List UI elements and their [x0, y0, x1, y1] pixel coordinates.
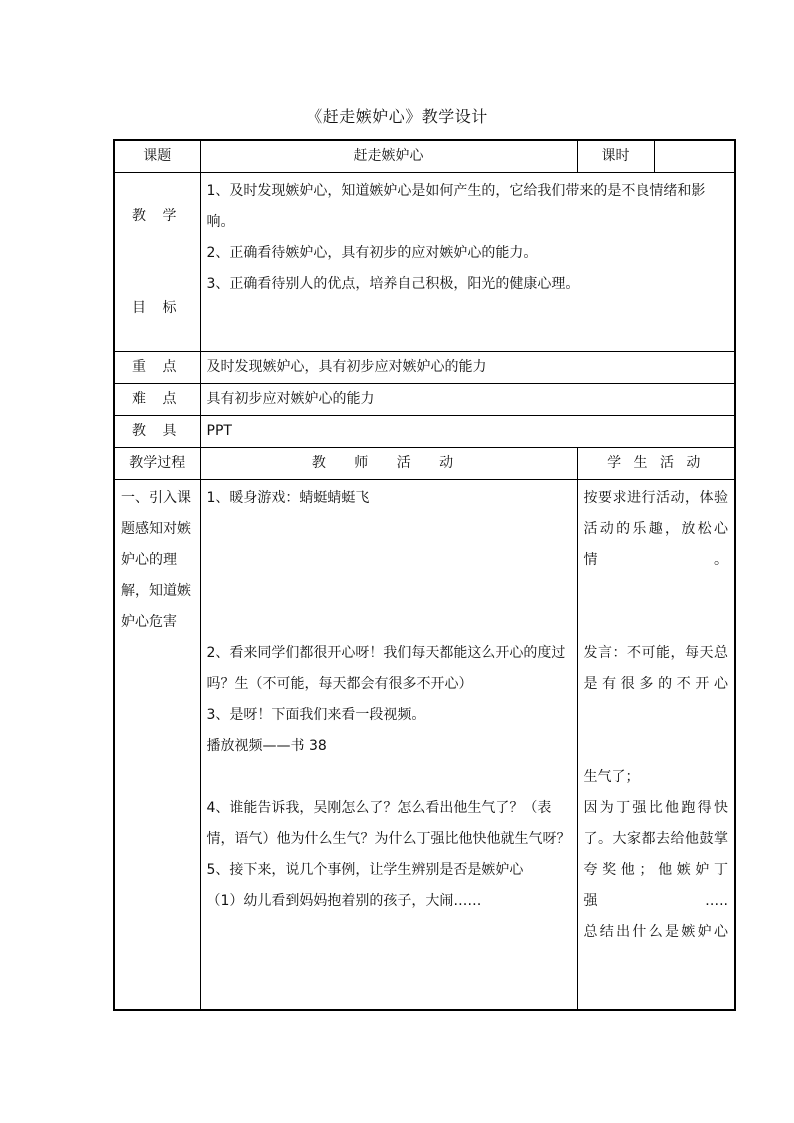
- period-label: 课时: [577, 140, 654, 173]
- difficulty-value: 具有初步应对嫉妒心的能力: [200, 384, 735, 416]
- period-value: [654, 140, 735, 173]
- teacher-step: 5、接下来，说几个事例，让学生辨别是否是嫉妒心: [206, 862, 524, 878]
- goals-content: [200, 173, 735, 352]
- lesson-plan-table: [113, 139, 736, 1011]
- goals-row: [114, 173, 735, 352]
- teacher-step: 4、谁能告诉我，吴刚怎么了？怎么看出他生气了？（表情，语气）他为什么生气？为什么丁强比他快他就生气呀？: [206, 800, 571, 847]
- stage-1-teacher-activity: [200, 480, 577, 1010]
- key-point-row: [114, 352, 735, 384]
- student-step: 按要求进行活动，体验活动的乐趣，放松心情。: [583, 490, 728, 568]
- teacher-step: 播放视频——书 38: [206, 738, 327, 754]
- teacher-activity-header: 教 师 活 动: [200, 448, 577, 480]
- goal-item: 3、正确看待别人的优点，培养自己积极，阳光的健康心理。: [206, 276, 580, 292]
- process-header-row: [114, 448, 735, 480]
- goals-label-cell: [114, 173, 200, 352]
- difficulty-row: [114, 384, 735, 416]
- student-step: 发言：不可能，每天总是有很多的不开心: [583, 645, 728, 692]
- tools-row: [114, 416, 735, 448]
- goals-label-top: 教 学: [132, 208, 183, 224]
- document-title: 《赶走嫉妒心》教学设计: [306, 107, 488, 126]
- teacher-step: 3、是呀！下面我们来看一段视频。: [206, 707, 426, 723]
- goals-label-bottom: 目 标: [132, 300, 183, 316]
- goal-item: 2、正确看待嫉妒心，具有初步的应对嫉妒心的能力。: [206, 245, 538, 261]
- topic-label: 课题: [114, 140, 200, 173]
- stage-1-row: [114, 480, 735, 1010]
- teacher-step: （1）幼儿看到妈妈抱着别的孩子，大闹……: [206, 893, 482, 909]
- topic-value: 赶走嫉妒心: [200, 140, 577, 173]
- tools-value: PPT: [200, 416, 735, 448]
- teacher-step: 1、暖身游戏：蜻蜓蜻蜓飞: [206, 490, 370, 506]
- stage-1-student-activity: [577, 480, 735, 1010]
- stage-1-name: 一、引入课题感知对嫉妒心的理解，知道嫉妒心危害: [114, 480, 200, 1010]
- student-step: 因为丁强比他跑得快了。大家都去给他鼓掌夸奖他；他嫉妒丁强…..: [583, 800, 728, 909]
- difficulty-label: 难 点: [114, 384, 200, 416]
- student-activity-header: 学 生 活 动: [577, 448, 735, 480]
- teacher-step: 2、看来同学们都很开心呀！我们每天都能这么开心的度过吗？生（不可能，每天都会有很多不开心）: [206, 645, 566, 692]
- student-step: 总结出什么是嫉妒心: [583, 924, 728, 940]
- topic-row: [114, 140, 735, 173]
- key-point-label: 重 点: [114, 352, 200, 384]
- student-step: 生气了；: [583, 769, 640, 785]
- key-point-value: 及时发现嫉妒心，具有初步应对嫉妒心的能力: [200, 352, 735, 384]
- goal-item: 1、及时发现嫉妒心，知道嫉妒心是如何产生的，它给我们带来的是不良情绪和影响。: [206, 183, 706, 230]
- tools-label: 教 具: [114, 416, 200, 448]
- process-header: 教学过程: [114, 448, 200, 480]
